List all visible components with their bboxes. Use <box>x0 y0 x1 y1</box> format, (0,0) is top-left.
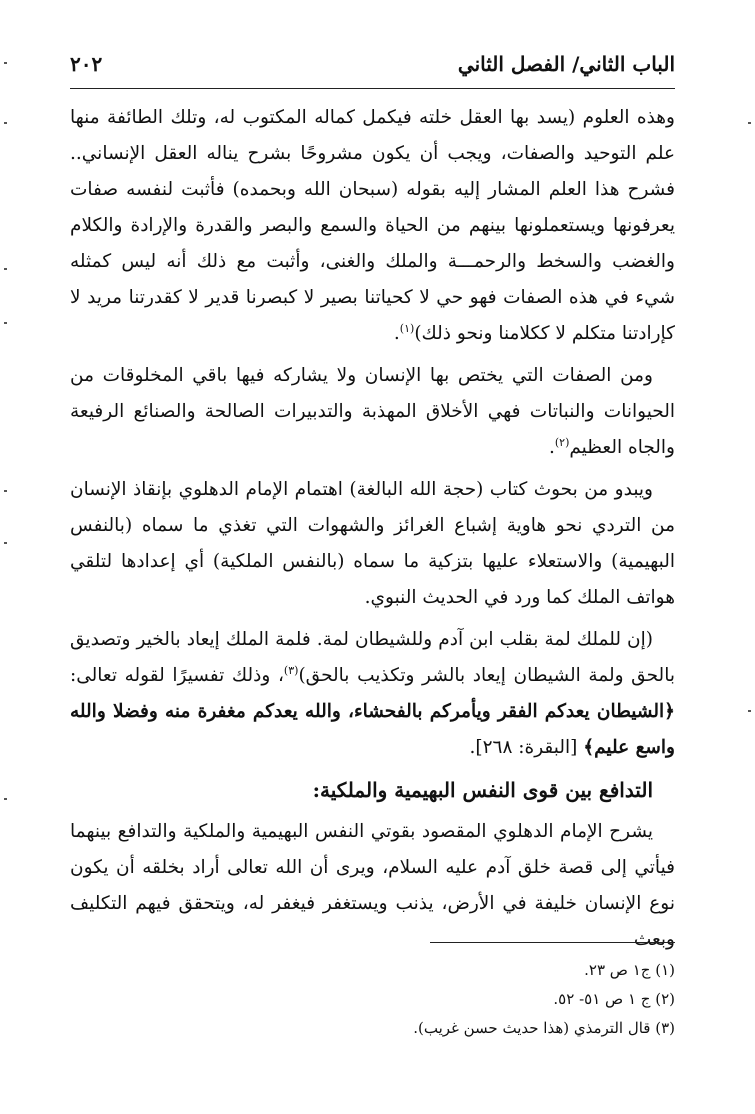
margin-mark <box>4 122 7 124</box>
footnote-reference: (٢) <box>554 435 570 449</box>
footnote-reference: (٣) <box>283 663 299 677</box>
header-divider <box>70 88 675 89</box>
footnote-item: (٢) ج ١ ص ٥١- ٥٢. <box>553 990 675 1008</box>
paragraph: يشرح الإمام الدهلوي المقصود بقوتي النفس البهيمية والملكية والتدافع بينهما فيأتي إلى قصة خلق آدم عليه السلام، ويرى أن الله تعالى أراد بخلقه أن يكون نوع الإنسان خليفة في الأرض، يذنب ويستغفر فيغفر له، ويتحقق فيهم التكليف وبعث <box>70 821 675 950</box>
footnote-item: (١) ج١ ص ٢٣. <box>584 961 675 979</box>
paragraph: ومن الصفات التي يختص بها الإنسان ولا يشاركه فيها باقي المخلوقات من الحيوانات والنباتات فهي الأخلاق المهذبة والتدبيرات الصالحة والصنائع الرفيعة والجاه العظيم$^{(٢)}$. <box>70 365 675 458</box>
paragraph: وهذه العلوم (يسد بها العقل خلته فيكمل كماله المكتوب له، وتلك الطائفة منها علم التوحيد والصفات، ويجب أن يكون مشروحًا بشرح يناله العقل الإنساني.. فشرح هذا العلم المشار إليه بقوله (سبحان الله وبحمده) فأثبت لنفسه صفات يعرفونها ويستعملونها بينهم من الحياة والسمع والبصر والقدرة والإرادة والكلام والغضب والسخط والرحمـــة والملك والغنى، وأثبت مع ذلك أنه ليس كمثله شيء في هذه الصفات فهو حي لا كحياتنا بصير لا كبصرنا قدير لا كقدرتنا مريد لا كإرادتنا متكلم لا ككلامنا ونحو ذلك)$^{(١)}$. <box>70 107 675 344</box>
footnote-divider <box>430 942 675 943</box>
quran-verse: ﴿الشيطان يعدكم الفقر ويأمركم بالفحشاء، والله يعدكم مغفرة منه وفضلا والله واسع عليم﴾ <box>70 701 675 758</box>
margin-mark <box>748 122 751 124</box>
margin-mark <box>4 268 7 270</box>
footnote-reference: (١) <box>399 321 415 335</box>
hadith-paragraph: (إن للملك لمة بقلب ابن آدم وللشيطان لمة. فلمة الملك إيعاد بالخير وتصديق بالحق ولمة الشيطان إيعاد بالشر وتكذيب بالحق)$^{(٣)}$، وذلك تفسيرًا لقوله تعالى: ﴿الشيطان يعدكم الفقر ويأمركم بالفحشاء، والله يعدكم مغفرة منه وفضلا والله واسع عليم﴾ [البقرة: ٢٦٨]. <box>70 629 675 758</box>
verse-citation: [البقرة: ٢٦٨]. <box>469 737 578 758</box>
main-text <box>70 100 675 964</box>
chapter-title: الباب الثاني/ الفصل الثاني <box>457 52 675 76</box>
footnote-item: (٣) قال الترمذي (هذا حديث حسن غريب). <box>413 1019 675 1037</box>
margin-mark <box>4 490 7 492</box>
margin-mark <box>4 798 7 800</box>
section-heading: التدافع بين قوى النفس البهيمية والملكية: <box>312 778 653 802</box>
footnotes <box>70 956 675 1043</box>
margin-mark <box>4 322 7 324</box>
margin-mark <box>4 62 7 64</box>
margin-mark <box>4 542 7 544</box>
margin-mark <box>748 710 751 712</box>
running-header <box>70 52 675 86</box>
page-number: ٢٠٢ <box>70 52 103 76</box>
paragraph: ويبدو من بحوث كتاب (حجة الله البالغة) اهتمام الإمام الدهلوي بإنقاذ الإنسان من التردي نحو هاوية إشباع الغرائز والشهوات التي تغذي ما سماه (بالنفس البهيمية) والاستعلاء عليها بتزكية ما سماه (بالنفس الملكية) أي إعدادها لتلقي هواتف الملك كما ورد في الحديث النبوي. <box>70 479 675 608</box>
